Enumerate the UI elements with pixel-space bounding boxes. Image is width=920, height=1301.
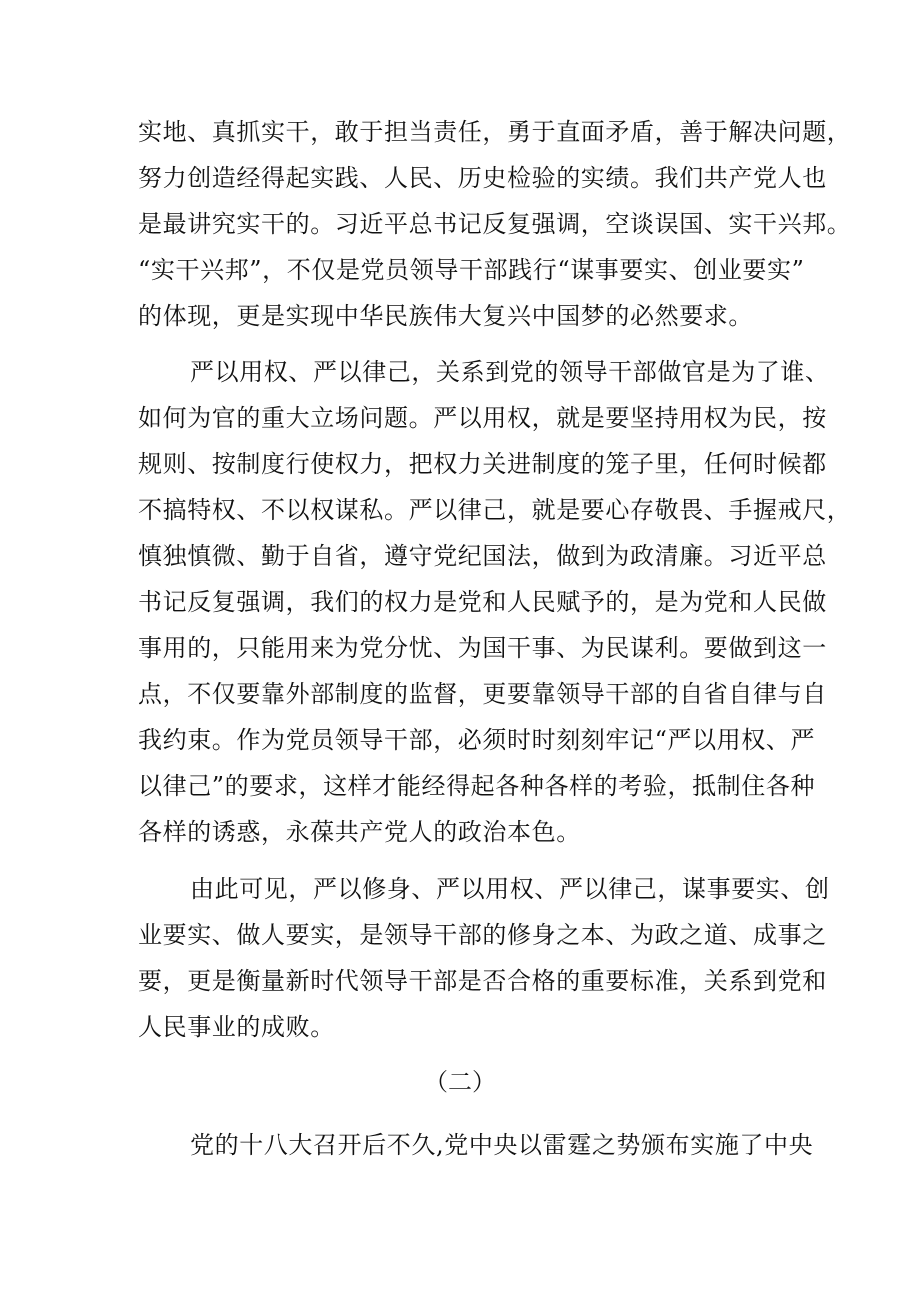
paragraph-4-line-1: 党的十八大召开后不久,党中央以雷霆之势颁布实施了中央 [190, 1131, 814, 1159]
paragraph-2-line-2: 如何为官的重大立场问题。严以用权，就是要坚持用权为民，按 [138, 404, 827, 432]
paragraph-1-line-2: 努力创造经得起实践、人民、历史检验的实绩。我们共产党人也 [138, 164, 827, 192]
paragraph-2-line-4: 不搞特权、不以权谋私。严以律己，就是要心存敬畏、手握戒尺， [138, 496, 852, 524]
paragraph-2-line-6: 书记反复强调，我们的权力是党和人民赋予的，是为党和人民做 [138, 588, 827, 616]
paragraph-3-line-3: 要，更是衡量新时代领导干部是否合格的重要标准，关系到党和 [138, 967, 827, 995]
paragraph-2-line-5: 慎独慎微、勤于自省，遵守党纪国法，做到为政清廉。习近平总 [138, 542, 827, 570]
paragraph-2-line-10: 以律己”的要求，这样才能经得起各种各样的考验，抵制住各种 [138, 772, 816, 800]
paragraph-2-line-9: 我约束。作为党员领导干部，必须时时刻刻牢记“严以用权、严 [138, 726, 816, 754]
paragraph-2-line-3: 规则、按制度行使权力，把权力关进制度的笼子里，任何时候都 [138, 450, 827, 478]
paragraph-1-line-1: 实地、真抓实干，敢于担当责任，勇于直面矛盾，善于解决问题， [138, 118, 852, 146]
paragraph-3-line-2: 业要实、做人要实，是领导干部的修身之本、为政之道、成事之 [138, 921, 827, 949]
paragraph-2-line-8: 点，不仅要靠外部制度的监督，更要靠领导干部的自省自律与自 [138, 680, 827, 708]
section-heading: （二） [424, 1068, 496, 1096]
paragraph-1-line-3: 是最讲究实干的。习近平总书记反复强调，空谈误国、实干兴邦。 [138, 210, 852, 238]
paragraph-1-line-5: 的体现，更是实现中华民族伟大复兴中国梦的必然要求。 [138, 302, 753, 330]
paragraph-2-line-1: 严以用权、严以律己，关系到党的领导干部做官是为了谁、 [190, 358, 830, 386]
paragraph-3-line-4: 人民事业的成败。 [138, 1013, 335, 1041]
paragraph-2-line-11: 各样的诱惑，永葆共产党人的政治本色。 [138, 818, 581, 846]
paragraph-1-line-4: “实干兴邦”，不仅是党员领导干部践行“谋事要实、创业要实” [138, 256, 805, 284]
paragraph-2-line-7: 事用的，只能用来为党分忧、为国干事、为民谋利。要做到这一 [138, 634, 827, 662]
paragraph-3-line-1: 由此可见，严以修身、严以用权、严以律己，谋事要实、创 [190, 875, 830, 903]
